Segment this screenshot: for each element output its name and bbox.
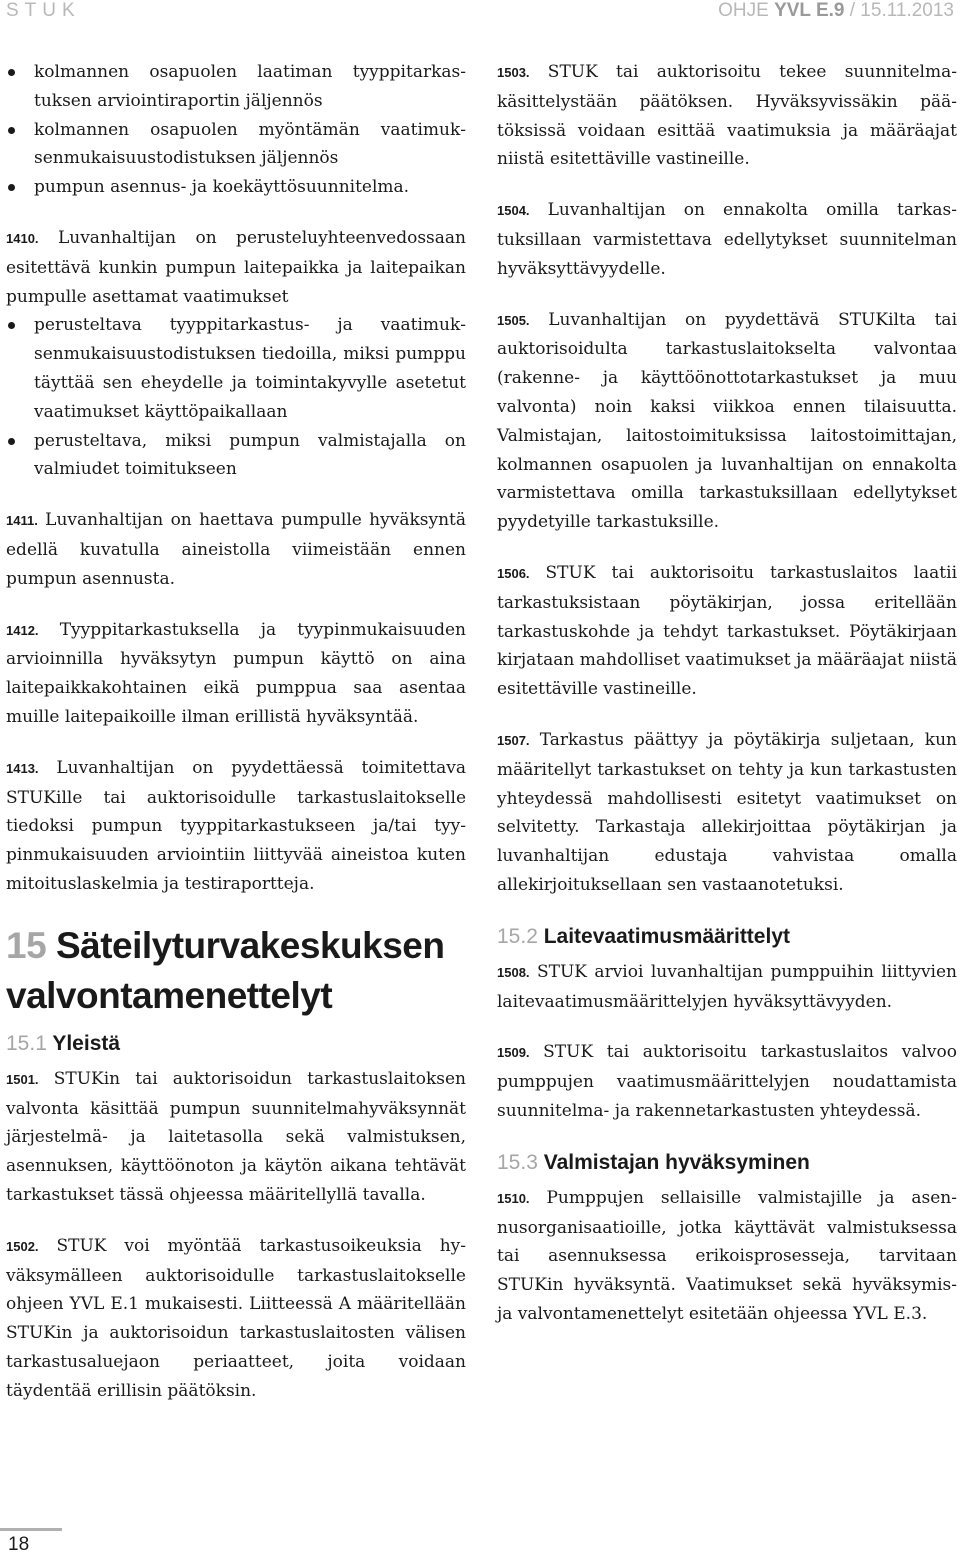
list-item: pumpun asennus- ja koekäyttösuunnitelma. xyxy=(6,173,466,202)
paragraph-number: 1501. xyxy=(6,1071,39,1087)
paragraph-1505 xyxy=(497,306,957,537)
right-column xyxy=(497,58,957,1351)
paragraph-1502 xyxy=(6,1232,466,1406)
paragraph-1410 xyxy=(6,224,466,311)
paragraph-number: 1508. xyxy=(497,964,530,980)
list-item: kolmannen osapuolen laatiman tyyppitarkastuksen arviointiraportin jäljennös xyxy=(6,58,466,116)
paragraph-number: 1411. xyxy=(6,513,38,529)
paragraph-text: STUK tai auktorisoitu tarkastuslaitos laatii tarkastuksistaan pöytäkirjan, jossa eritellään tarkastuskohde ja tehdyt tarkastukset. Pöytäkirjaan kirjataan mahdolliset vaatimukset ja määräajat niistä esitettäville vastineille. xyxy=(497,562,958,700)
paragraph-text: STUK tai auktorisoitu tekee suunnitelmakäsittelystään päätöksen. Hyväksyvissäkin päätöksissä voidaan esittää vaatimuksia ja määräajat niistä esitettäville vastineille. xyxy=(497,62,957,170)
paragraph-text: STUK arvioi luvanhaltijan pumppuihin liittyvien laitevaatimusmäärittelyjen hyväksyttävyyden. xyxy=(497,961,957,1012)
paragraph-text: STUK voi myöntää tarkastusoikeuksia hyväksymälleen auktorisoidulle tarkastuslaitokselle ohjeen YVL E.1 mukaisesti. Liitteessä A määritellään STUKin ja auktorisoidun tarkastuslaitosten välisen tarkastusaluejaon periaatteet, joita voidaan täydentää erillisin päätöksin. xyxy=(6,1235,466,1401)
chapter-number: 15 xyxy=(6,924,47,966)
paragraph-number: 1412. xyxy=(6,622,39,638)
paragraph-number: 1503. xyxy=(497,65,530,80)
doc-id: YVL E.9 xyxy=(774,0,845,21)
paragraph-text: Pumppujen sellaisille valmistajille ja asennusorganisaatioille, jotka käyttävät valmistuksessa tai asennuksessa erikoisprosesseja, tarvitaan STUKin hyväksyntä. Vaatimukset sekä hyväksymis- ja valvontamenettelyt esitetään ohjeessa YVL E.3. xyxy=(497,1187,957,1324)
chapter-heading: Säteilyturvakeskuksen valvontamenettelyt xyxy=(6,924,445,1016)
paragraph-number: 1504. xyxy=(497,203,530,219)
list-item: perusteltava tyyppitarkastus- ja vaatimuksenmukaisuustodistuksen tiedoilla, miksi pumppu täyttää sen eheydelle ja toimintakyvylle asetetut vaatimukset käyttöpaikallaan xyxy=(6,311,466,426)
paragraph-text: STUK tai auktorisoitu tarkastuslaitos valvoo pumppujen vaatimusmäärittelyjen noudattamista suunnitelma- ja rakennetarkastusten yhteydessä. xyxy=(497,1042,957,1121)
paragraph-number: 1510. xyxy=(497,1190,530,1206)
doc-prefix: OHJE xyxy=(718,0,775,21)
doc-date: / 15.11.2013 xyxy=(844,0,954,21)
list-item: perusteltava, miksi pumpun valmistajalla on valmiudet toimitukseen xyxy=(6,427,466,485)
paragraph-1503 xyxy=(497,58,957,174)
paragraph-1413 xyxy=(6,754,466,899)
page-header xyxy=(6,0,954,26)
paragraph-number: 1410. xyxy=(6,230,39,246)
paragraph-number: 1505. xyxy=(497,312,530,328)
section-number: 15.1 xyxy=(6,1031,47,1055)
paragraph-1411 xyxy=(6,506,466,593)
paragraph-1510 xyxy=(497,1184,957,1329)
section-heading: Laitevaatimusmäärittelyt xyxy=(543,924,790,948)
org-name: STUK xyxy=(6,0,81,21)
footer-rule xyxy=(0,1528,62,1531)
list-item: kolmannen osapuolen myöntämän vaatimuksenmukaisuustodistuksen jäljennös xyxy=(6,116,466,174)
chapter-title xyxy=(6,921,466,1021)
paragraph-1509 xyxy=(497,1038,957,1125)
paragraph-number: 1506. xyxy=(497,565,530,581)
paragraph-text: Luvanhaltijan on pyydettäessä toimitettava STUKille tai auktorisoidulle tarkastuslaitokselle tiedoksi pumpun tyyppitarkastukseen ja/tai tyypinmukaisuuden arviointiin liittyvää aineistoa kuten mitoituslaskelmia ja testiraportteja. xyxy=(6,757,466,894)
paragraph-text: Luvanhaltijan on perusteluyhteenvedossaan esitettävä kunkin pumpun laitepaikka ja laitepaikan pumpulle asettamat vaatimukset xyxy=(6,227,466,307)
section-heading: Yleistä xyxy=(52,1031,121,1055)
section-title-15-1 xyxy=(6,1029,466,1059)
section-number: 15.2 xyxy=(497,924,538,948)
paragraph-text: Luvanhaltijan on haettava pumpulle hyväksyntä edellä kuvatulla aineistolla viimeistään ennen pumpun asennusta. xyxy=(6,510,467,589)
section-title-15-2 xyxy=(497,922,957,952)
attachment-list xyxy=(6,58,466,202)
left-column xyxy=(6,58,466,1427)
paragraph-1508 xyxy=(497,958,957,1017)
paragraph-text: Tyyppitarkastuksella ja tyypinmukaisuuden arvioinnilla hyväksytyn pumpun käyttö on aina laitepaikkakohtainen eikä pumppua saa asentaa muille laitepaikoille ilman erillistä hyväksyntää. xyxy=(6,619,467,727)
section-number: 15.3 xyxy=(497,1150,538,1174)
paragraph-1507 xyxy=(497,726,957,900)
paragraph-text: Tarkastus päättyy ja pöytäkirja suljetaan, kun määritellyt tarkastukset on tehty ja kun tarkastusten yhteydessä mahdollisesti esitetyt vaatimukset on selvitetty. Tarkastaja allekirjoittaa pöytäkirjan ja luvanhaltijan edustaja vahvistaa omalla allekirjoituksellaan sen vastaanotetuksi. xyxy=(497,729,957,895)
paragraph-number: 1509. xyxy=(497,1045,530,1061)
paragraph-text: Luvanhaltijan on pyydettävä STUKilta tai auktorisoidulta tarkastuslaitokselta valvontaa (rakenne- ja käyttöönottotarkastukset ja muu valvonta) noin kaksi viikkoa ennen tilaisuutta. Valmistajan, laitostoimituksissa laitostoimittajan, kolmannen osapuolen ja luvanhaltijan on ennakolta varmistettava omilla tarkastuksillaan edellytykset pyydetyille tarkastuksille. xyxy=(497,309,958,533)
paragraph-number: 1413. xyxy=(6,760,39,776)
section-title-15-3 xyxy=(497,1148,957,1178)
paragraph-1504 xyxy=(497,196,957,283)
page-number: 18 xyxy=(8,1534,30,1555)
section-heading: Valmistajan hyväksyminen xyxy=(543,1150,810,1174)
paragraph-number: 1502. xyxy=(6,1238,39,1254)
paragraph-text: STUKin tai auktorisoidun tarkastuslaitoksen valvonta käsittää pumpun suunnitelmahyväksynnät järjestelmä- ja laitetasolla sekä valmistuksen, asennuksen, käyttöönoton ja käytön aikana tehtävät tarkastukset tässä ohjeessa määritellyllä tavalla. xyxy=(6,1068,467,1205)
paragraph-number: 1507. xyxy=(497,732,530,748)
paragraph-1506 xyxy=(497,559,957,704)
paragraph-text: Luvanhaltijan on ennakolta omilla tarkastuksillaan varmistettava edellytykset suunnitelman hyväksyttävyydelle. xyxy=(497,200,957,279)
paragraph-1412 xyxy=(6,616,466,732)
paragraph-1501 xyxy=(6,1065,466,1210)
justification-list xyxy=(6,311,466,484)
doc-reference xyxy=(718,0,954,22)
